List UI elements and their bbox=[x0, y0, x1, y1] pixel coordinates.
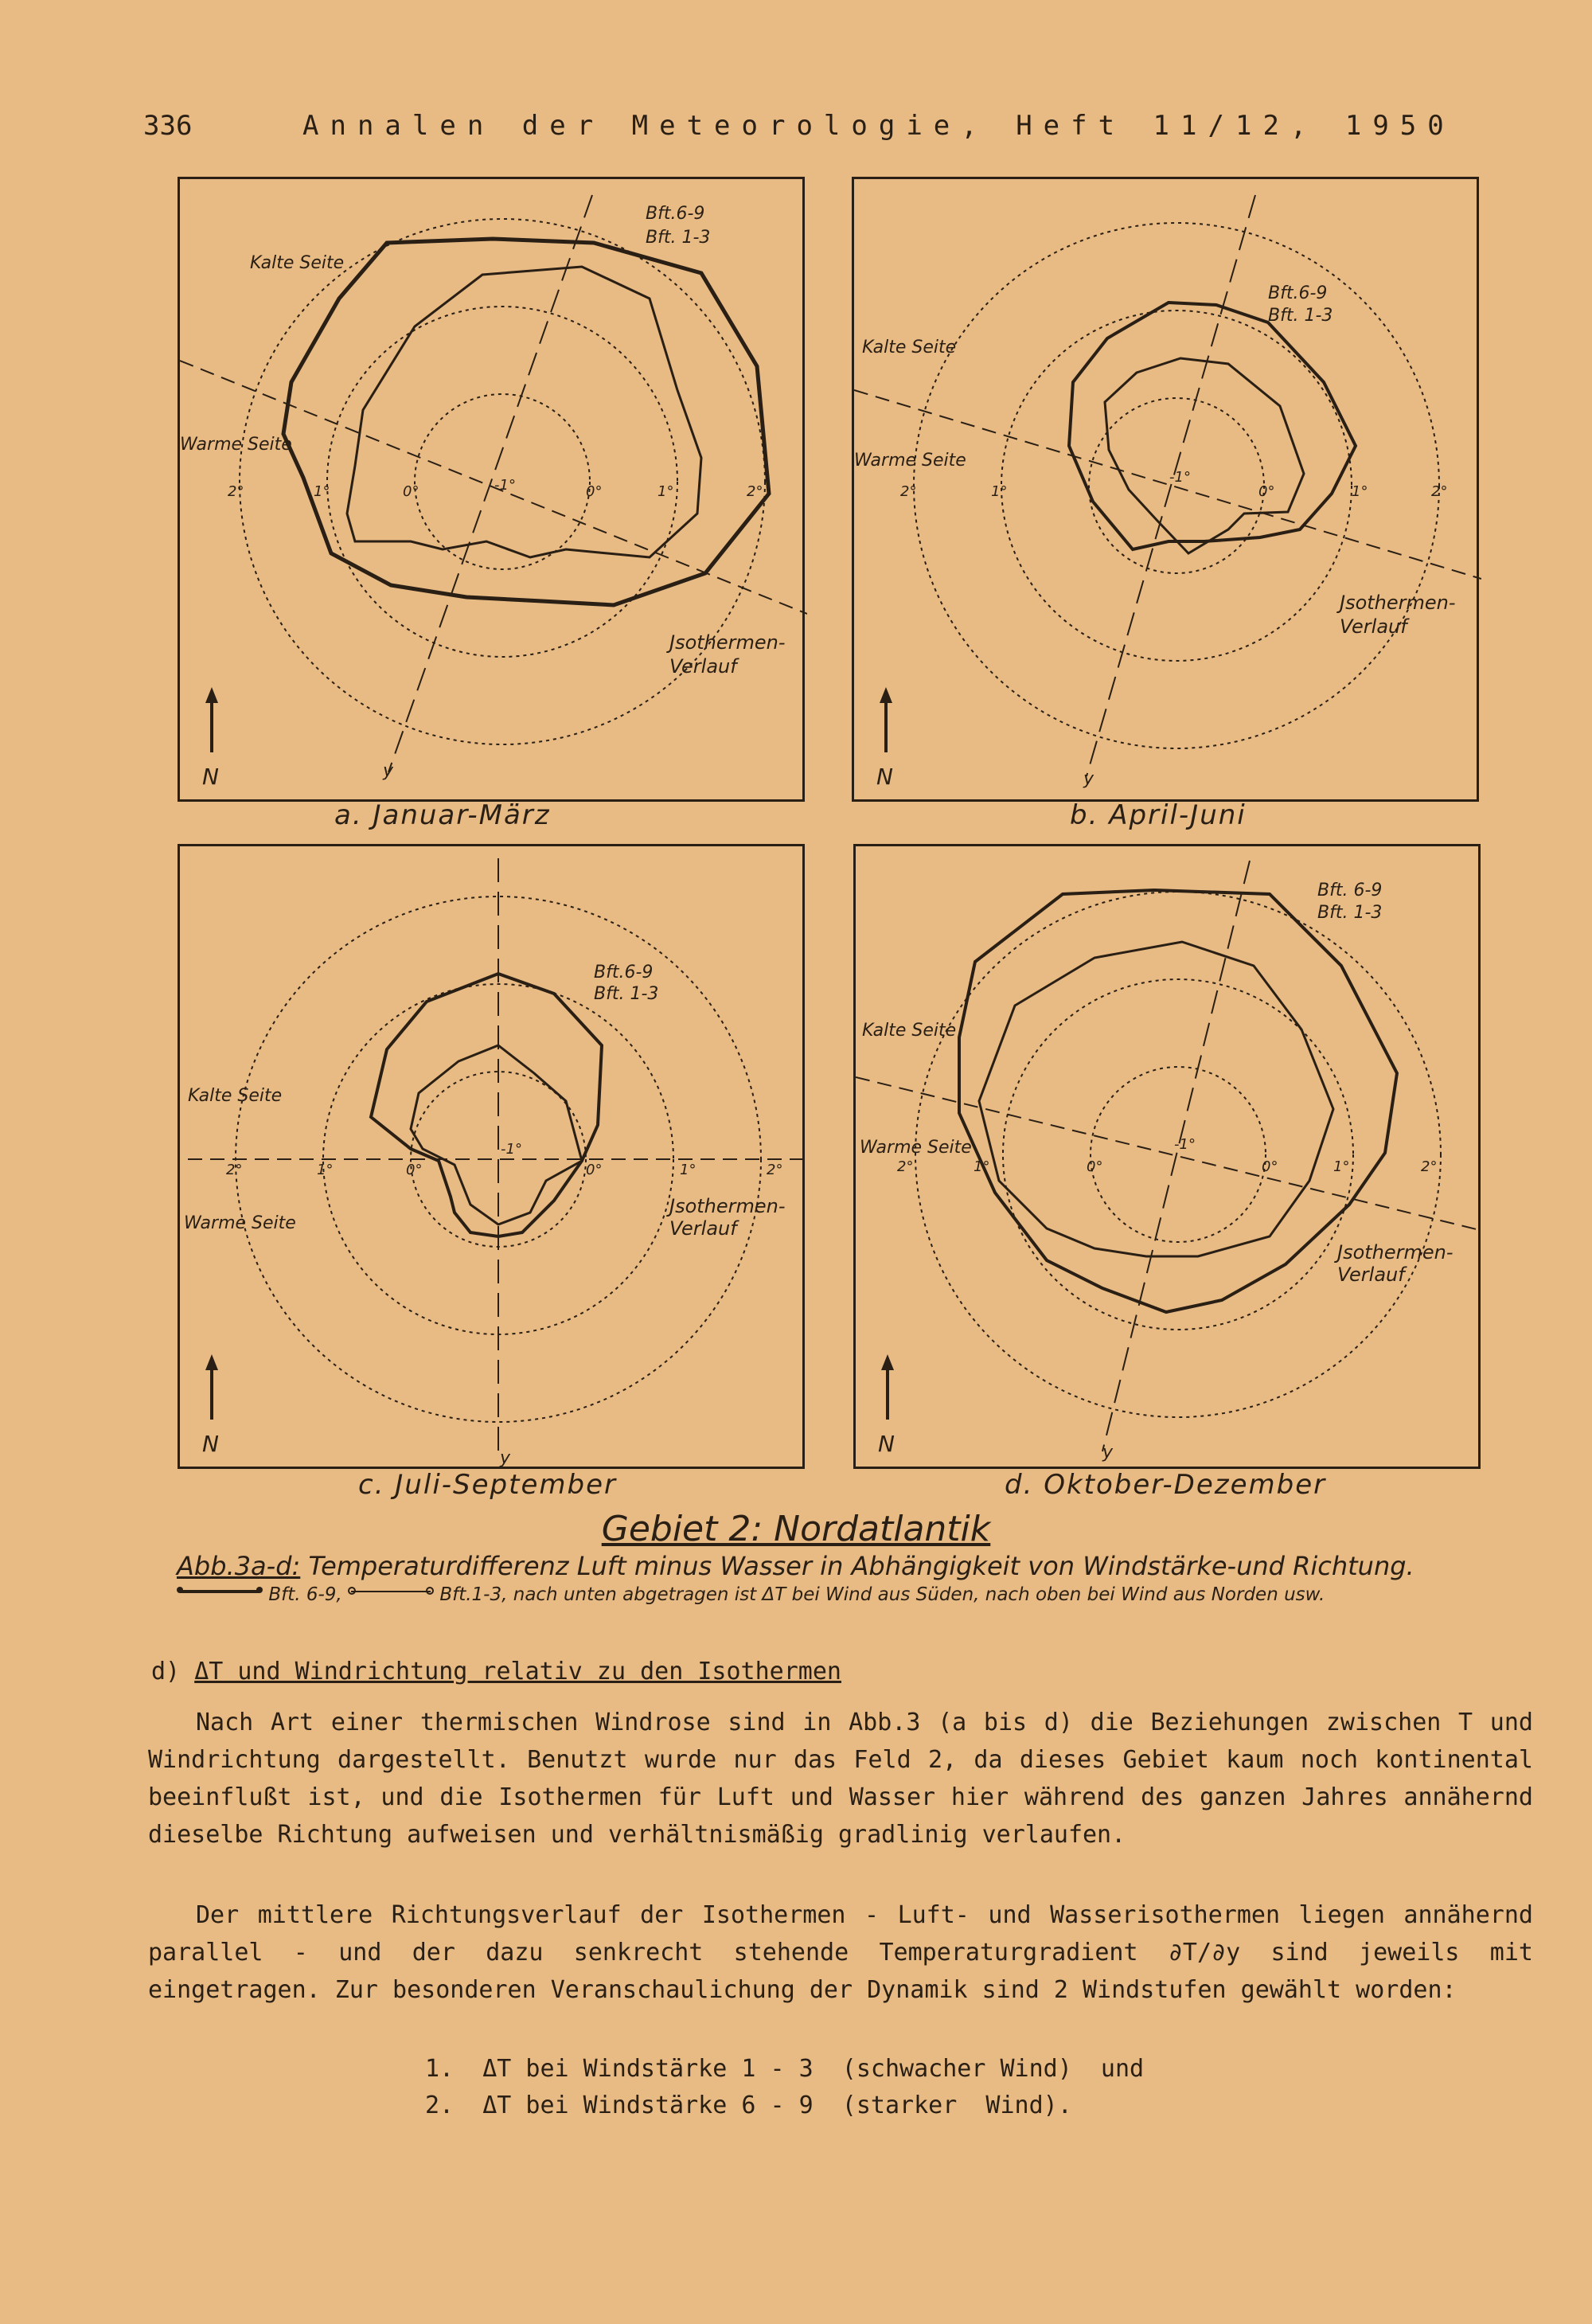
panel-c-warm-side: Warme Seite bbox=[184, 1213, 296, 1233]
journal-title: Annalen der Meteorologie, Heft 11/12, 1950 bbox=[302, 110, 1455, 142]
page-number: 336 bbox=[143, 110, 193, 142]
panel-d-tick: 0° bbox=[1087, 1158, 1103, 1175]
panel-b-isotherm-1: Jsothermen- bbox=[1340, 592, 1456, 614]
panel-a-tick: -1° bbox=[494, 477, 516, 494]
polygon-bft-1-3 bbox=[1105, 358, 1304, 553]
panel-d-bft-strong: Bft. 6-9 bbox=[1317, 881, 1383, 900]
section-heading bbox=[151, 1658, 841, 1685]
caption-text: Temperaturdifferenz Luft minus Wasser in Abhängigkeit von Windstärke-und Richtung. bbox=[308, 1551, 1414, 1581]
panel-c-isotherm-1: Jsothermen- bbox=[669, 1195, 786, 1217]
polygon-bft-1-3 bbox=[347, 267, 701, 557]
panel-d-label: d. Oktober-Dezember bbox=[1005, 1469, 1327, 1501]
polygon-bft-1-3 bbox=[979, 942, 1333, 1256]
panel-d-isotherm-2: Verlauf bbox=[1337, 1264, 1405, 1286]
panel-b-isotherm-2: Verlauf bbox=[1340, 615, 1407, 638]
panel-c-bft-weak: Bft. 1-3 bbox=[594, 984, 659, 1004]
panel-d-isotherm-1: Jsothermen- bbox=[1337, 1241, 1453, 1264]
paragraph-text: Der mittlere Richtungsverlauf der Isothermen - Luft- und Wasserisothermen liegen annähernd parallel - und der dazu senkrecht stehende Temperaturgradient ∂T/∂y sind jeweils mit eingetragen. Zur besonderen Veranschaulichung der Dynamik sind 2 Windstufen gewählt worden: bbox=[148, 1901, 1533, 2004]
panel-d-tick: 2° bbox=[1421, 1158, 1438, 1175]
panel-b-y: y bbox=[1083, 769, 1094, 789]
panel-c-label: c. Juli-September bbox=[358, 1469, 617, 1501]
panel-c-cold-side: Kalte Seite bbox=[188, 1086, 283, 1106]
page-header bbox=[143, 110, 1455, 142]
wind-rose-c bbox=[180, 846, 807, 1471]
polygon-bft-6-9 bbox=[1069, 303, 1356, 549]
polygon-bft-6-9 bbox=[283, 239, 769, 605]
panel-c-tick: 2° bbox=[226, 1162, 243, 1178]
panel-c-tick: 0° bbox=[406, 1162, 423, 1178]
panel-a-isotherm-1: Jsothermen- bbox=[669, 631, 786, 654]
panel-a-tick: 2° bbox=[228, 483, 244, 500]
panel-d-tick: 0° bbox=[1262, 1158, 1278, 1175]
panel-a-tick: 2° bbox=[747, 483, 763, 500]
panel-b-tick: 1° bbox=[1352, 483, 1368, 500]
panel-a-north: N bbox=[202, 764, 219, 790]
legend-strong-label: Bft. 6-9, bbox=[268, 1584, 342, 1605]
panel-c-north: N bbox=[202, 1431, 219, 1457]
panel-a-cold-side: Kalte Seite bbox=[250, 253, 345, 273]
panel-b-bft-weak: Bft. 1-3 bbox=[1268, 306, 1333, 326]
wind-rose-d bbox=[856, 846, 1483, 1471]
panel-a-tick: 1° bbox=[657, 483, 674, 500]
figure-legend bbox=[177, 1584, 1530, 1605]
paragraph-1 bbox=[148, 1704, 1533, 1853]
panel-a-y: y bbox=[383, 761, 394, 781]
panel-c-tick: 0° bbox=[586, 1162, 603, 1178]
list-item: 1. ΔT bei Windstärke 1 - 3 (schwacher Wind) und bbox=[425, 2055, 1145, 2083]
wind-rose-b bbox=[854, 179, 1481, 804]
panel-b-north: N bbox=[876, 764, 893, 790]
panel-a-warm-side: Warme Seite bbox=[180, 435, 292, 455]
legend-strong-line-icon bbox=[180, 1590, 259, 1601]
panel-a-tick: 0° bbox=[586, 483, 603, 500]
wind-rose-a bbox=[180, 179, 807, 804]
panel-c-bft-strong: Bft.6-9 bbox=[594, 963, 654, 982]
panel-b-tick: -1° bbox=[1169, 469, 1191, 486]
paragraph-2 bbox=[148, 1896, 1533, 2009]
panel-b-tick: 2° bbox=[1431, 483, 1448, 500]
panel-a-isotherm-2: Verlauf bbox=[669, 655, 737, 678]
section-prefix: d) bbox=[151, 1658, 181, 1685]
panel-c-tick: 2° bbox=[767, 1162, 783, 1178]
figure-caption bbox=[177, 1551, 1530, 1581]
panel-a-label: a. Januar-März bbox=[334, 799, 551, 831]
panel-d-y: y bbox=[1102, 1443, 1114, 1463]
panel-d-tick: 1° bbox=[974, 1158, 990, 1175]
panel-a-bft-strong: Bft.6-9 bbox=[646, 204, 705, 224]
panel-d-tick: 1° bbox=[1333, 1158, 1350, 1175]
panel-a-tick: 1° bbox=[314, 483, 330, 500]
panel-d-warm-side: Warme Seite bbox=[860, 1138, 972, 1158]
panel-b-warm-side: Warme Seite bbox=[854, 451, 966, 471]
caption-ref: Abb.3a-d: bbox=[177, 1551, 301, 1581]
panel-a-tick: 0° bbox=[403, 483, 419, 500]
section-title: ΔT und Windrichtung relativ zu den Isothermen bbox=[194, 1658, 841, 1685]
paragraph-text: Nach Art einer thermischen Windrose sind in Abb.3 (a bis d) die Beziehungen zwischen T und Windrichtung dargestellt. Benutzt wurde nur das Feld 2, da dieses Gebiet kaum noch kontinental beeinflußt ist, und die Isothermen für Luft und Wasser hier während des ganzen Jahres annähernd dieselbe Richtung aufweisen und verhältnismäßig gradlinig verlaufen. bbox=[148, 1709, 1533, 1849]
panel-b-bft-strong: Bft.6-9 bbox=[1268, 283, 1328, 303]
panel-b bbox=[852, 177, 1479, 802]
list-item: 2. ΔT bei Windstärke 6 - 9 (starker Wind). bbox=[425, 2092, 1072, 2119]
panel-b-tick: 2° bbox=[900, 483, 917, 500]
panel-c-tick: 1° bbox=[680, 1162, 696, 1178]
panel-b-cold-side: Kalte Seite bbox=[862, 338, 957, 357]
panel-b-tick: 1° bbox=[991, 483, 1008, 500]
panel-d-cold-side: Kalte Seite bbox=[862, 1021, 957, 1041]
panel-d-north: N bbox=[878, 1431, 895, 1457]
legend-weak-line-icon bbox=[351, 1591, 431, 1600]
panel-c bbox=[178, 844, 805, 1469]
panel-d-tick: 2° bbox=[897, 1158, 914, 1175]
panel-b-label: b. April-Juni bbox=[1070, 799, 1247, 831]
panel-d-tick: -1° bbox=[1174, 1136, 1196, 1153]
panel-c-isotherm-2: Verlauf bbox=[669, 1217, 737, 1240]
panel-c-y: y bbox=[500, 1448, 511, 1468]
panel-b-tick: 0° bbox=[1258, 483, 1275, 500]
panel-a bbox=[178, 177, 805, 802]
region-title: Gebiet 2: Nordatlantik bbox=[601, 1509, 991, 1549]
wind-levels-list bbox=[425, 2051, 1144, 2124]
panel-a-bft-weak: Bft. 1-3 bbox=[646, 228, 711, 248]
panel-c-tick: -1° bbox=[501, 1141, 522, 1158]
panel-d bbox=[853, 844, 1481, 1469]
legend-weak-label: Bft.1-3, nach unten abgetragen ist ΔT bei Wind aus Süden, nach oben bei Wind aus Norden usw. bbox=[439, 1584, 1325, 1605]
panel-d-bft-weak: Bft. 1-3 bbox=[1317, 903, 1383, 923]
panel-c-tick: 1° bbox=[317, 1162, 334, 1178]
